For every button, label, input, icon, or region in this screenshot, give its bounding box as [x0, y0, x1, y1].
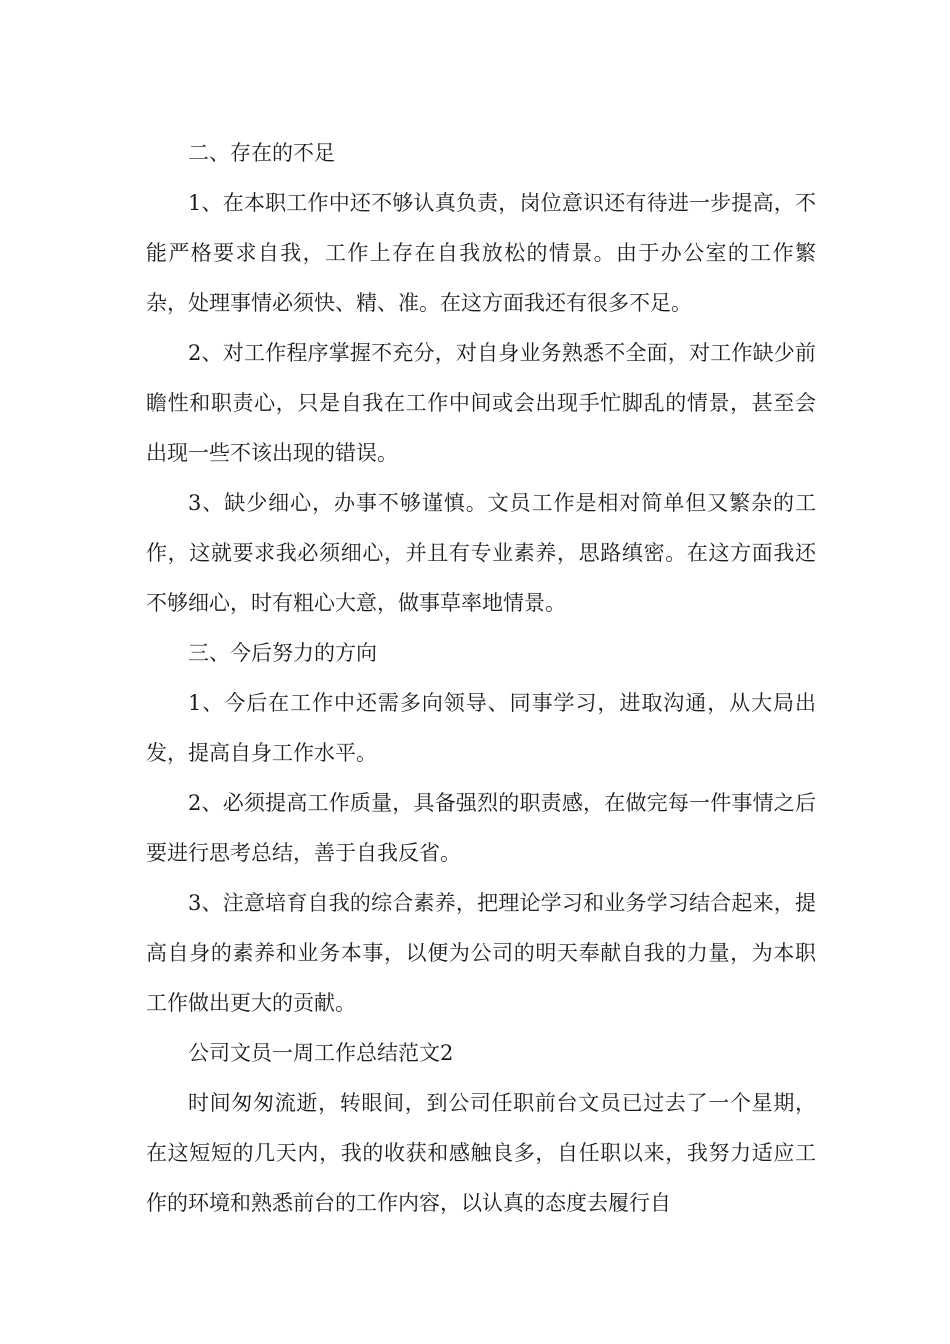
section-heading-shortcomings: 二、存在的不足 — [188, 141, 335, 165]
article-title: 公司文员一周工作总结范文2 — [188, 1041, 454, 1065]
shortcoming-item-3: 3、缺少细心，办事不够谨慎。文员工作是相对简单但又繁杂的工作，这就要求我必须细心，并且有专业素养，思路缜密。在这方面我还不够细心，时有粗心大意，做事草率地情景。 — [146, 491, 816, 615]
direction-item-1: 1、今后在工作中还需多向领导、同事学习，进取沟通，从大局出发，提高自身工作水平。 — [146, 691, 816, 765]
document-body — [146, 128, 816, 1228]
direction-item-2: 2、必须提高工作质量，具备强烈的职责感，在做完每一件事情之后要进行思考总结，善于自我反省。 — [146, 791, 816, 865]
shortcoming-item-1: 1、在本职工作中还不够认真负责，岗位意识还有待进一步提高，不能严格要求自我，工作上存在自我放松的情景。由于办公室的工作繁杂，处理事情必须快、精、准。在这方面我还有很多不足。 — [146, 191, 816, 315]
section-heading-future-direction: 三、今后努力的方向 — [188, 641, 377, 665]
shortcoming-item-2: 2、对工作程序掌握不充分，对自身业务熟悉不全面，对工作缺少前瞻性和职责心，只是自我在工作中间或会出现手忙脚乱的情景，甚至会出现一些不该出现的错误。 — [146, 341, 816, 465]
article-intro-paragraph: 时间匆匆流逝，转眼间，到公司任职前台文员已过去了一个星期，在这短短的几天内，我的收获和感触良多，自任职以来，我努力适应工作的环境和熟悉前台的工作内容，以认真的态度去履行自 — [146, 1091, 816, 1215]
direction-item-3: 3、注意培育自我的综合素养，把理论学习和业务学习结合起来，提高自身的素养和业务本事，以便为公司的明天奉献自我的力量，为本职工作做出更大的贡献。 — [146, 891, 816, 1015]
